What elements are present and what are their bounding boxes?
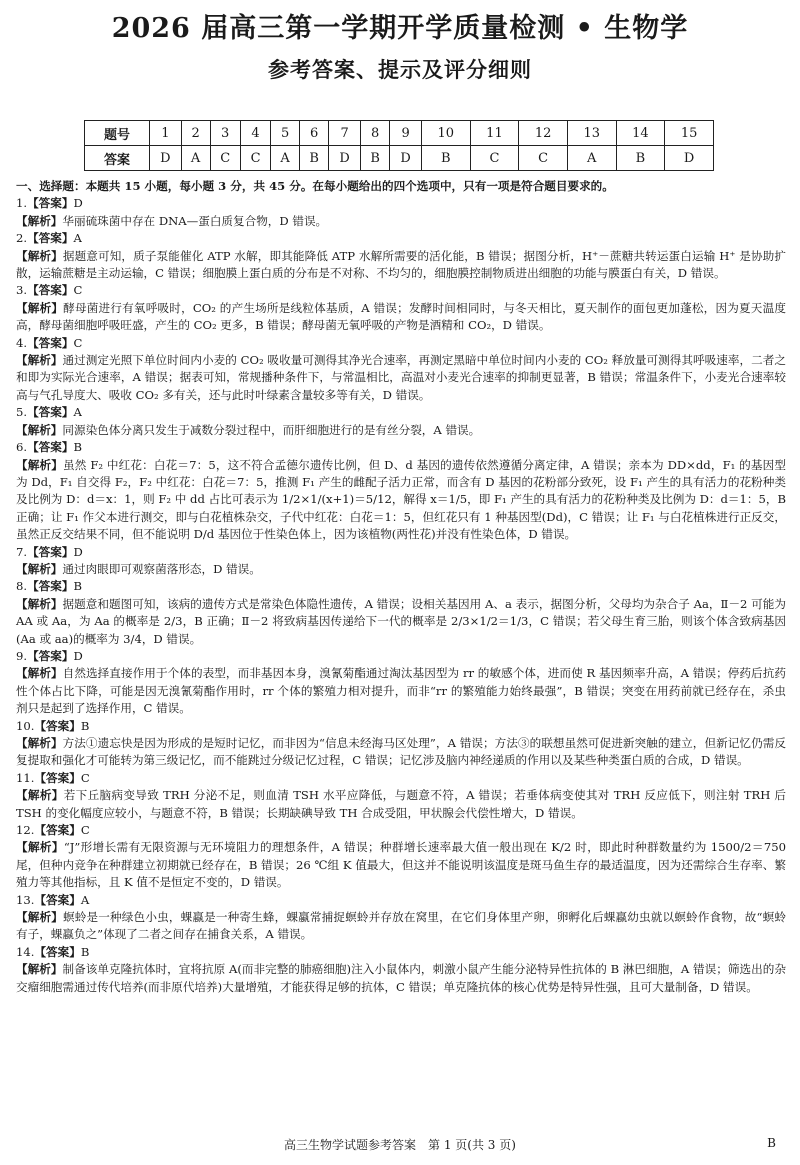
answer-value: A [73,405,82,420]
answer-cell: C [240,146,270,171]
answer-table-answer-row [85,146,714,171]
explanation-line [16,961,786,996]
answer-cell: A [567,146,616,171]
answer-label: 【答案】 [27,335,74,350]
answer-line [16,544,786,561]
answer-cell: B [361,146,390,171]
answer-value: C [80,823,90,838]
question-number-cell: 14 [616,121,665,146]
question-item [16,195,786,230]
explanation-line [16,352,786,404]
question-number-cell: 5 [271,121,300,146]
question-item [16,770,786,822]
answer-cell: D [150,146,182,171]
answer-label: 【答案】 [34,823,81,838]
question-number: 11. [16,770,35,785]
answer-label: 【答案】 [27,405,74,420]
question-number-cell: 11 [470,121,519,146]
answer-value: B [80,718,90,733]
answer-value: A [73,231,82,246]
explanation-text: 若下丘脑病变导致 TRH 分泌不足，则血清 TSH 水平应降低，与题意不符，A 错误；若垂体病变使其对 TRH 反应低下，则注射 TRH 后 TSH 的变化幅度应较小，与题意不符，B 错误；长期缺碘导致 TH 合成受阻，甲状腺会代偿性增大，D 错误。 [16,788,786,820]
answer-line [16,944,786,961]
question-number: 12. [16,823,35,838]
answer-label: 【答案】 [34,944,81,959]
explanation-line [16,300,786,335]
answer-line [16,230,786,247]
answer-cell: C [470,146,519,171]
explanation-line [16,213,786,230]
answer-content [16,178,786,996]
section-heading: 一、选择题：本题共 15 小题，每小题 3 分，共 45 分。在每小题给出的四个选项中，只有一项是符合题目要求的。 [16,179,614,193]
question-item [16,822,786,892]
question-number: 4. [16,335,28,350]
answer-label: 【答案】 [27,648,74,663]
answer-line [16,822,786,839]
question-number: 7. [16,544,28,559]
answer-label: 【答案】 [27,544,74,559]
explanation-text: 据题意可知，质子泵能催化 ATP 水解，即其能降低 ATP 水解所需要的活化能，B 错误；据图分析，H⁺－蔗糖共转运蛋白运输 H⁺ 是协助扩散，运输蔗糖是主动运输，C 错误；细胞膜上蛋白质的分布是不对称、不均匀的，细胞膜控制物质进出细胞的功能与膜蛋白有关，D 错误。 [16,248,786,281]
answer-cell: B [421,146,470,171]
question-number-cell: 12 [519,121,568,146]
answer-label: 【答案】 [27,231,74,246]
explanation-text: 通过肉眼即可观察菌落形态，D 错误。 [62,561,261,576]
question-item [16,718,786,770]
question-number-cell: 7 [329,121,361,146]
explanation-line [16,457,786,544]
question-number-cell: 1 [150,121,182,146]
explanation-line [16,839,786,891]
answer-line [16,770,786,787]
question-number-cell: 13 [567,121,616,146]
answer-cell: D [329,146,361,171]
question-item [16,282,786,334]
explanation-text: 虽然 F₂ 中红花：白花＝7：5，这不符合孟德尔遗传比例，但 D、d 基因的遗传依然遵循分离定律，A 错误；亲本为 DD×dd，F₁ 的基因型为 Dd，F₁ 自交得 F₂，F₂ 中红花：白花＝7：5，推测 F₁ 产生的雌配子活力正常，而含有 D 基因的花粉部分致死，设 F₁ 产生的具有活力的花粉种类及比例为 D：d＝x：1，则 F₂ 中 dd 占比可表示为 1/2×1/(x+1)＝5/12，解得 x＝1/5，即 F₁ 产生的具有活力的花粉种类及比例为 D：d＝1：5，B 正确；让 F₁ 作父本进行测交，即与白花植株杂交，子代中红花：白花＝1：5，但红花只有 1 种基因型(Dd)，C 错误；让 F₁ 与白花植株进行正反交，虽然正反交结果不同，但不能说明 D/d 基因位于性染色体上，因为该植物(两性花)并没有性染色体，D 错误。 [16,457,786,542]
explanation-label: 【解析】 [16,561,63,576]
explanation-label: 【解析】 [16,910,64,925]
answer-line [16,439,786,456]
explanation-text: “J”形增长需有无限资源与无环境阻力的理想条件，A 错误；种群增长速率最大值一般出现在 K/2 时，即此时种群数量约为 1500/2＝750 尾，但种内竞争在种群建立初期就已经存在，B 错误；26 ℃组 K 值最大，但这并不能说明该温度是斑马鱼生存的最适温度，因为还需综合生存率、繁殖力等其他指标，且 K 值不是恒定不变的，D 错误。 [16,840,786,890]
question-list [16,195,786,996]
explanation-label: 【解析】 [16,666,63,681]
answer-value: B [73,440,82,455]
explanation-label: 【解析】 [16,962,63,977]
question-number-cell: 10 [421,121,470,146]
answer-value: C [73,335,83,350]
explanation-text: 通过测定光照下单位时间内小麦的 CO₂ 吸收量可测得其净光合速率，再测定黑暗中单位时间内小麦的 CO₂ 释放量可测得其呼吸速率，二者之和即为实际光合速率，A 错误；据表可知，常规播种条件下，与常温相比，高温对小麦光合速率的抑制更显著，B 错误；常温条件下，小麦光合速率较高与气孔导度大、吸收 CO₂ 多有关，还与此时叶绿素含量较多等有关，D 错误。 [16,353,786,402]
answer-value: B [73,579,82,594]
answer-line [16,578,786,595]
question-number: 14. [16,944,35,959]
question-number-cell: 4 [240,121,270,146]
explanation-line [16,909,786,944]
explanation-label: 【解析】 [16,353,63,368]
answer-value: A [80,892,90,907]
page-title: 2026 届高三第一学期开学质量检测 • 生物学 [111,13,689,44]
answer-value: D [73,196,83,211]
explanation-text: 制备该单克隆抗体时，宜将抗原 A(而非完整的肺癌细胞)注入小鼠体内，刺激小鼠产生能分泌特异性抗体的 B 淋巴细胞，A 错误；筛选出的杂交瘤细胞需通过传代培养(而非原代培养)大量增殖，才能获得足够的抗体，C 错误；单克隆抗体的核心优势是特异性强，且可大量制备，D 错误。 [16,962,786,994]
answer-cell: B [616,146,665,171]
explanation-line [16,248,786,283]
answer-value: B [80,944,90,959]
question-number-cell: 3 [210,121,240,146]
explanation-label: 【解析】 [16,300,64,315]
answer-line [16,335,786,352]
explanation-text: 同源染色体分离只发生于减数分裂过程中，而肝细胞进行的是有丝分裂，A 错误。 [62,422,481,437]
explanation-label: 【解析】 [16,457,63,472]
explanation-text: 酵母菌进行有氧呼吸时，CO₂ 的产生场所是线粒体基质，A 错误；发酵时间相同时，与冬天相比，夏天制作的面包更加蓬松，因为夏天温度高，酵母菌细胞呼吸旺盛，产生的 CO₂ 更多，B 错误；酵母菌无氧呼吸的产物是酒精和 CO₂，D 错误。 [16,300,786,333]
explanation-text: 螟蛉是一种绿色小虫，蜾蠃是一种寄生蜂，蜾蠃常捕捉螟蛉并存放在窝里，在它们身体里产卵，卵孵化后蜾蠃幼虫就以螟蛉作食物，故“螟蛉有子，蜾蠃负之”体现了二者之间存在捕食关系，A 错误。 [16,910,786,942]
answer-cell: D [390,146,422,171]
answer-cell: B [300,146,329,171]
explanation-text: 自然选择直接作用于个体的表型，而非基因本身，溴氰菊酯通过淘汰基因型为 rr 的敏感个体，进而使 R 基因频率升高，A 错误；停药后抗药性个体占比下降，可能是因无溴氰菊酯作用时，rr 个体的繁殖力相对提升，而非“rr 的繁殖能力始终最强”，B 错误；突变在用药前就已经存在，杀虫剂只是起到了选择作用，C 错误。 [16,666,786,716]
answer-value: C [80,770,90,785]
answer-table-number-row [85,121,714,146]
row-label-answer: 答案 [85,146,150,171]
explanation-line [16,422,786,439]
explanation-line [16,735,786,770]
question-number-cell: 15 [665,121,714,146]
answer-cell: D [665,146,714,171]
explanation-text: 据题意和题图可知，该病的遗传方式是常染色体隐性遗传，A 错误；设相关基因用 A、a 表示，据图分析，父母均为杂合子 Aa，Ⅱ－2 可能为 AA 或 Aa，为 Aa 的概率是 2/3，B 正确；Ⅱ－2 将致病基因传递给下一代的概率是 2/3×1/2＝1/3，C 错误；若父母生育三胎，则该个体含致病基因(Aa 或 aa)的概率为 3/4，D 错误。 [16,596,786,646]
answer-value: C [73,283,83,298]
answer-line [16,718,786,735]
answer-line [16,892,786,909]
answer-line [16,195,786,212]
answer-line [16,282,786,299]
explanation-label: 【解析】 [16,422,63,437]
answer-label: 【答案】 [34,892,81,907]
explanation-text: 华丽硫珠菌中存在 DNA—蛋白质复合物，D 错误。 [62,213,328,228]
question-number: 9. [16,648,28,663]
explanation-line [16,561,786,578]
explanation-label: 【解析】 [16,596,63,611]
explanation-label: 【解析】 [16,213,63,228]
explanation-label: 【解析】 [16,248,63,263]
answer-label: 【答案】 [34,718,81,733]
question-number: 10. [16,718,35,733]
footer-version-letter: B [767,1136,776,1150]
explanation-label: 【解析】 [16,840,64,855]
question-item [16,404,786,439]
explanation-label: 【解析】 [16,736,63,750]
answer-label: 【答案】 [27,196,74,211]
question-number-cell: 6 [300,121,329,146]
page-footer: 高三生物学试题参考答案 第 1 页(共 3 页) [284,1138,516,1152]
answer-cell: A [181,146,210,171]
question-number-cell: 9 [390,121,422,146]
explanation-line [16,665,786,717]
question-item [16,544,786,579]
answer-cell: C [519,146,568,171]
question-item [16,944,786,996]
question-number: 8. [16,579,28,594]
answer-cell: A [271,146,300,171]
question-item [16,578,786,648]
answer-label: 【答案】 [27,579,74,594]
answer-line [16,648,786,665]
question-number: 3. [16,283,28,298]
question-number-cell: 8 [361,121,390,146]
answer-value: D [73,648,83,663]
answer-value: D [73,544,83,559]
explanation-line [16,596,786,648]
question-item [16,892,786,944]
row-label-number: 题号 [85,121,150,146]
answer-label: 【答案】 [34,770,81,785]
question-item [16,335,786,405]
question-number: 2. [16,231,28,246]
question-number: 1. [16,196,28,211]
answer-table [84,120,714,171]
question-item [16,230,786,282]
question-number-cell: 2 [181,121,210,146]
question-number: 6. [16,440,28,455]
question-number: 5. [16,405,28,420]
answer-line [16,404,786,421]
answer-label: 【答案】 [27,440,74,455]
question-item [16,648,786,718]
answer-cell: C [210,146,240,171]
explanation-label: 【解析】 [16,788,64,803]
page-subtitle: 参考答案、提示及评分细则 [268,57,532,82]
explanation-line [16,787,786,822]
question-number: 13. [16,892,35,907]
explanation-text: 方法①遗忘快是因为形成的是短时记忆，而非因为“信息未经海马区处理”，A 错误；方法③的联想虽然可促进新突触的建立，但新记忆仍需反复提取和强化才可能转为第三级记忆，而不能跳过分级记忆过程，C 错误；记忆涉及脑内神经递质的作用以及某些种类蛋白质的合成，D 错误。 [16,736,786,768]
answer-label: 【答案】 [27,283,74,298]
question-item [16,439,786,543]
